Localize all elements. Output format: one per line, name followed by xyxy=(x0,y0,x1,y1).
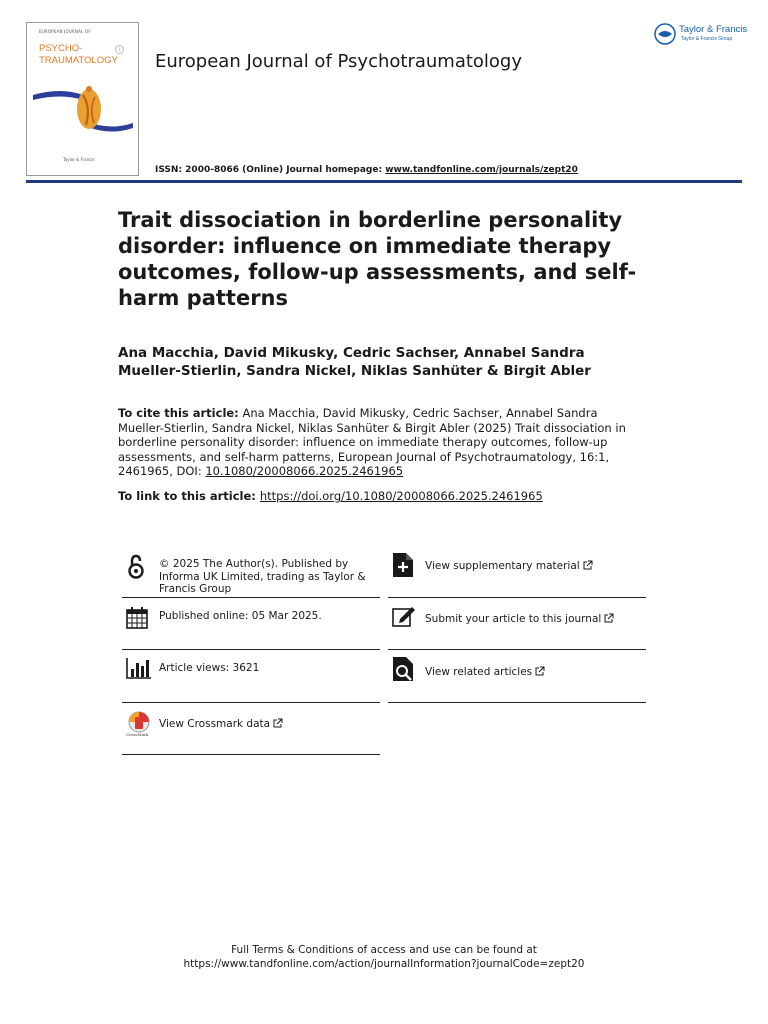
cover-illustration-icon xyxy=(31,73,136,153)
header-divider xyxy=(26,180,742,183)
cite-text: Ana Macchia, David Mikusky, Cedric Sachser, Annabel Sandra Mueller-Stierlin, Sandra Nickel, Niklas Sanhüter & Birgit Abler (2025) Trait dissociation in borderline personality disorder: influence on immediate therapy outcomes, follow-up assessments, and self-harm patterns, European Journal of Psychotraumatology, 16:1, 2461965, DOI: xyxy=(118,406,626,478)
cite-doi-link[interactable]: 10.1080/20008066.2025.2461965 xyxy=(205,464,404,478)
external-link-icon xyxy=(604,613,614,623)
add-document-icon xyxy=(392,552,414,578)
bar-chart-icon xyxy=(126,657,152,679)
publisher-subtitle: Taylor & Francis Group xyxy=(681,36,733,42)
related-link[interactable]: View related articles xyxy=(425,666,545,679)
issn-line: ISSN: 2000-8066 (Online) Journal homepage: www.tandfonline.com/journals/zept20 xyxy=(155,165,578,175)
article-authors: Ana Macchia, David Mikusky, Cedric Sachser, Annabel Sandra Mueller-Stierlin, Sandra Nickel, Niklas Sanhüter & Birgit Abler xyxy=(118,345,591,379)
journal-cover xyxy=(26,22,139,176)
external-link-icon xyxy=(583,560,593,570)
supplementary-link[interactable]: View supplementary material xyxy=(425,560,593,573)
cover-issue-badge: 1 xyxy=(115,45,124,54)
journal-title: European Journal of Psychotraumatology xyxy=(155,51,523,72)
link-label: To link to this article: xyxy=(118,489,256,503)
license-cell xyxy=(122,548,380,598)
related-cell[interactable] xyxy=(388,649,646,703)
cover-header: EUROPEAN JOURNAL OF xyxy=(39,29,91,34)
open-access-icon xyxy=(126,554,146,580)
calendar-icon xyxy=(126,607,148,629)
published-cell xyxy=(122,597,380,650)
article-title: Trait dissociation in borderline personality disorder: influence on immediate therapy outcomes, follow-up assessments, and self-harm patterns xyxy=(118,208,637,310)
cover-title: PSYCHO- TRAUMATOLOGY xyxy=(39,43,118,66)
article-views: Article views: 3621 xyxy=(159,662,260,674)
external-link-icon xyxy=(535,666,545,676)
publisher-name: Taylor & Francis xyxy=(679,24,748,35)
crossmark-logo-text: CrossMark xyxy=(126,732,149,737)
external-link-icon xyxy=(273,718,283,728)
footer-terms xyxy=(0,943,768,971)
footer-url[interactable]: https://www.tandfonline.com/action/journalInformation?journalCode=zept20 xyxy=(183,958,585,970)
journal-homepage-link[interactable]: www.tandfonline.com/journals/zept20 xyxy=(385,165,578,175)
license-text: © 2025 The Author(s). Published by Informa UK Limited, trading as Taylor & Francis Group xyxy=(159,558,366,595)
crossmark-link[interactable]: View Crossmark data xyxy=(159,718,283,731)
article-link xyxy=(118,489,678,504)
footer-line1: Full Terms & Conditions of access and use can be found at xyxy=(231,944,537,956)
related-articles-icon xyxy=(392,656,414,682)
doi-link[interactable]: https://doi.org/10.1080/20008066.2025.2461965 xyxy=(259,489,543,503)
cover-publisher: Taylor & Francis xyxy=(63,157,95,162)
cite-label: To cite this article: xyxy=(118,406,239,420)
submit-link[interactable]: Submit your article to this journal xyxy=(425,613,614,626)
submit-cell[interactable] xyxy=(388,597,646,650)
supplementary-cell[interactable] xyxy=(388,548,646,598)
edit-icon xyxy=(392,605,416,627)
citation xyxy=(118,406,638,479)
views-cell xyxy=(122,649,380,703)
crossmark-cell[interactable] xyxy=(122,702,380,755)
published-date: Published online: 05 Mar 2025. xyxy=(159,610,322,622)
